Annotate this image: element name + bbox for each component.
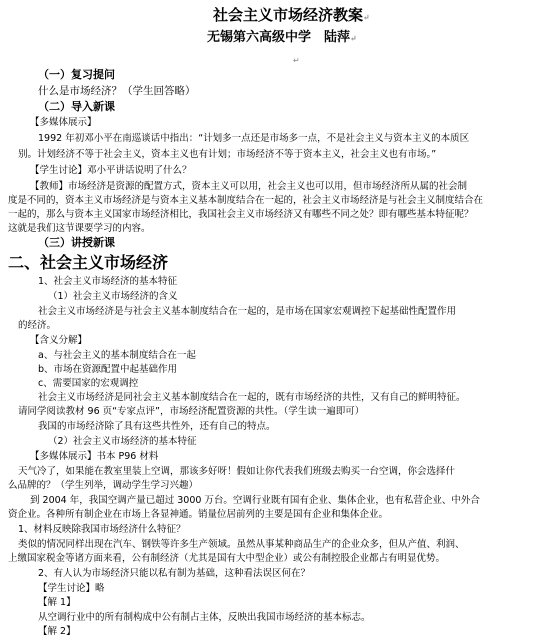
body-line: 【教师】市场经济是资源的配置方式，资本主义可以用，社会主义也可以用，但市场经济所从属的社会制 (30, 181, 468, 192)
body-line: 别。计划经济不等于社会主义，资本主义也有计划；市场经济不等于资本主义，社会主义也有市场。” (18, 149, 437, 160)
body-line: （2）社会主义市场经济的基本特征 (48, 436, 197, 447)
body-line: 【解 2】 (38, 626, 76, 637)
body-line: 类似的情况同样出现在汽车、钢铁等许多生产领域。虽然从事某种商品生产的企业众多，但从产值、利润、 (18, 539, 465, 550)
body-line: 1、材料反映除我国市场经济什么特征？ (18, 524, 186, 535)
body-line: 2、有人认为市场经济只能以私有制为基础，这种看法误区何在？ (38, 568, 311, 579)
body-line: 上缴国家税金等诸方面来看，公有制经济（尤其是国有大中型企业）或公有制控股企业都占有明显优势。 (8, 553, 446, 564)
body-line: 【学生讨论】邓小平讲话说明了什么？ (30, 165, 192, 176)
section-heading: （二）导入新课 (38, 100, 115, 113)
body-line: 什么是市场经济？（学生回答略） (38, 85, 196, 97)
body-line: 【学生讨论】略 (38, 583, 105, 594)
body-line: 资企业。各种所有制企业在市场上各显神通。销量位居前列的主要是国有企业和集体企业。 (8, 509, 389, 520)
section-heading: （一）复习提问 (38, 68, 115, 81)
doc-title: 社会主义市场经济教案↵ (213, 6, 370, 24)
body-line: 我国的市场经济除了具有这些共性外，还有自己的特点。 (38, 421, 276, 432)
empty-paragraph: ↵ (293, 56, 300, 65)
body-line: 一起的，那么与资本主义国家市场经济相比，我国社会主义市场经济又有哪些不同之处？即有哪些基本特征呢？ (8, 209, 474, 220)
body-line: 的经济。 (18, 320, 57, 331)
body-line: 【含义分解】 (30, 335, 88, 346)
body-line: 从空调行业中的所有制构成中公有制占主体，反映出我国市场经济的基本标志。 (38, 612, 371, 623)
body-line: 【多媒体展示】书本 P96 材料 (30, 451, 159, 462)
body-line: 到 2004 年，我国空调产量已超过 3000 万台。空调行业既有国有企业、集体企业，也有私营企业、中外合 (30, 495, 480, 506)
body-line: 请同学阅读教材 96 页“专家点评”，市场经济配置资源的共性。（学生读一遍即可） (18, 406, 365, 417)
body-line: c、需要国家的宏观调控 (38, 378, 139, 389)
section-heading: （三）讲授新课 (38, 236, 115, 249)
body-line: 社会主义市场经济是同社会主义基本制度结合在一起的，既有市场经济的共性，又有自己的鲜明特征。 (38, 392, 466, 403)
body-line: 1992 年初邓小平在南巡谈话中指出：“计划多一点还是市场多一点，不是社会主义与资本主义的本质区 (38, 133, 470, 144)
body-line: 【多媒体展示】 (30, 117, 97, 128)
body-line: 度是不同的，资本主义市场经济是与资本主义基本制度结合在一起的，社会主义市场经济是与社会主义制度结合在 (8, 195, 484, 206)
body-line: 社会主义市场经济是与社会主义基本制度结合在一起的，是市场在国家宏观调控下起基础性配置作用 (38, 306, 457, 317)
body-line: 么品牌的？（学生列举，调动学生学习兴趣） (8, 480, 199, 491)
doc-subtitle: 无锡第六高级中学 陆萍↵ (207, 30, 357, 45)
body-line: 天气冷了，如果能在教室里装上空调，那该多好呀！假如让你代表我们班级去购买一台空调，你会选择什 (18, 466, 456, 477)
body-line: a、与社会主义的基本制度结合在一起 (38, 350, 196, 361)
body-line: 1、社会主义市场经济的基本特征 (38, 276, 178, 287)
body-line: 这就是我们这节课要学习的内容。 (8, 223, 151, 234)
body-line: （1）社会主义市场经济的含义 (48, 291, 178, 302)
chapter-heading: 二、社会主义市场经济 (8, 253, 169, 272)
body-line: 【解 1】 (38, 597, 76, 608)
body-line: b、市场在资源配置中起基础作用 (38, 364, 178, 375)
